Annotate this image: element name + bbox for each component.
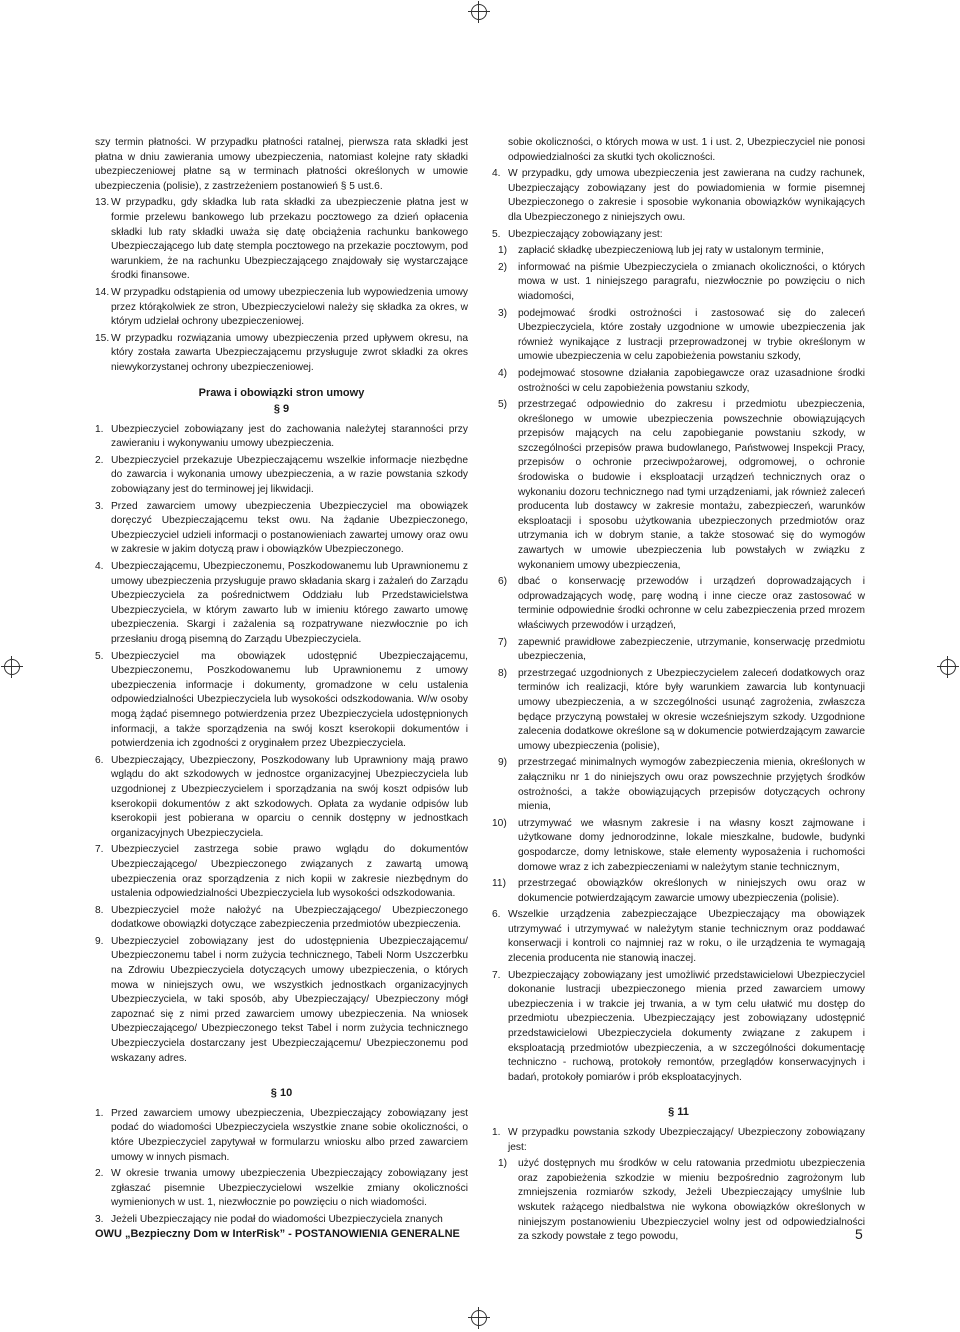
list-item-text: Ubezpieczyciel zobowiązany jest do zachowania należytej staranności przy zawieraniu i wykonywaniu umowy ubezpieczenia. bbox=[111, 423, 468, 450]
registration-mark-bottom bbox=[471, 1310, 487, 1326]
list-item bbox=[492, 969, 865, 1086]
sub-list-item bbox=[492, 636, 865, 665]
left-intro: szy termin płatności. W przypadku płatności ratalnej, pierwsza rata składki jest płatna w dniu zawierania umowy ubezpieczenia, natomiast kolejne raty składki ubezpieczeniowej płatne są w terminach płatności określonych w umowie ubezpieczenia (polisie), z zastrzeżeniem postanowień § 5 ust.6. bbox=[95, 137, 468, 192]
section-heading: Prawa i obowiązki stron umowy bbox=[198, 386, 365, 399]
sub-list-item-text: informować na piśmie Ubezpieczyciela o zmianach okoliczności, o których mowa w ust. 1 niniejszego paragrafu, niezwłocznie po powzięciu o nich wiadomości, bbox=[518, 261, 865, 302]
list-item bbox=[492, 167, 865, 225]
list-item bbox=[95, 1167, 468, 1211]
list-item-text: Przed zawarciem umowy ubezpieczenia, Ubezpieczający zobowiązany jest podać do wiadomości Ubezpieczyciela wszystkie znane sobie okoliczności, o które Ubezpieczyciel zapytywał w formularzu wniosku albo przed zawarciem umowy w innych pismach. bbox=[111, 1107, 468, 1163]
sub-list-item-number: 4) bbox=[498, 367, 508, 379]
list-item-number: 7. bbox=[95, 844, 104, 856]
sub-list-item bbox=[492, 261, 865, 305]
sub-list-item bbox=[492, 367, 865, 396]
list-item-number: 13. bbox=[95, 197, 110, 209]
sub-list-item bbox=[492, 244, 865, 259]
registration-mark-right bbox=[940, 659, 956, 675]
list-item-text: Jeżeli Ubezpieczający nie podał do wiadomości Ubezpieczyciela znanych bbox=[111, 1213, 443, 1225]
list-item-text: W przypadku, gdy składka lub rata składki za ubezpieczenie płatna jest w formie przelewu bankowego lub przekazu pocztowego za dzień opłacenia składki lub raty składki uważa się datę obciążenia rachunku bankowego Ubezpieczającego lub datę stempla pocztowego na przekazie pocztowym, pod warunkiem, że na rachunku Ubezpieczającego znajdowały się wystarczające środki finansowe. bbox=[111, 197, 468, 282]
list-item-text: Ubezpieczyciel ma obowiązek udostępnić Ubezpieczającemu, Ubezpieczonemu, Poszkodowanemu lub Uprawnionemu z umowy ubezpieczenia informacje i dokumenty, gromadzone w celu ustalenia odpowiedzialności Ubezpieczyciela lub wysokości odszkodowania. W/w osoby mogą żądać pisemnego potwierdzenia przez Ubezpieczyciela udostępnionych informacji, a także sporządzenia na swój koszt kserokopii dokumentów i potwierdzenia ich zgodności z oryginałem przez Ubezpieczyciela. bbox=[111, 650, 468, 750]
sub-list-item-number: 3) bbox=[498, 307, 508, 319]
list-item-number: 3. bbox=[95, 1213, 104, 1225]
sub-list-item-text: przestrzegać uzgodnionych z Ubezpieczycielem zaleceń dodatkowych oraz terminów ich realizacji, które były warunkiem zawarcia lub kontynuacji umowy ubezpieczenia, a w szczególności usunąć zagrożenia, zwłaszcza będące przyczyną powstałej w okresie wcześniejszym szkody. Uzgodnione zalecenia dodatkowe określone są w dokumencie potwierdzającym zawarcie umowy ubezpieczenia (polisie), bbox=[518, 667, 865, 752]
list-item bbox=[95, 904, 468, 933]
list-item bbox=[95, 286, 468, 330]
sub-list-item-text: zapłacić składkę ubezpieczeniową lub jej raty w ustalonym terminie, bbox=[518, 245, 824, 257]
list-item-number: 6. bbox=[95, 754, 104, 766]
list-item-text: Ubezpieczający zobowiązany jest umożliwić przedstawicielowi Ubezpieczyciel dokonanie lustracji ubezpieczonego mienia przed zawarciem umowy ubezpieczenia i w trakcie jej trwania, a w tym celu ułatwić mu dostęp do przedmiotu ubezpieczenia. Ubezpieczający jest zobowiązany udostępnić przedstawicielowi Ubezpieczyciela dokumenty związane z zakupem i eksploatacją przedmiotów ubezpieczenia, a w szczególności dokumentację techniczno - ruchową, protokoły remontów, przeglądów konserwacyjnych i badań, protokoły pomiarów i prób eksploatacyjnych. bbox=[508, 969, 865, 1083]
left-column bbox=[95, 136, 468, 1230]
list-item-text: Ubezpieczyciel przekazuje Ubezpieczającemu wszelkie informacje niezbędne do zawarcia i wykonania umowy ubezpieczenia, a w razie powstania szkody zobowiązany jest do terminowej jej likwidacji. bbox=[111, 454, 468, 496]
right-column bbox=[492, 136, 865, 1247]
list-item-text: Ubezpieczającemu, Ubezpieczonemu, Poszkodowanemu lub Uprawnionemu z umowy ubezpieczenia przysługuje prawo składania skarg i zażaleń do Zarządu Ubezpieczyciela za pośrednictwem Oddziału lub Przedstawicielstwa Ubezpieczyciela, w którym zawarto lub w imieniu którego zawarto umowę ubezpieczenia. Skargi i zażalenia są rozpatrywane niezwłocznie po ich przesłaniu drogą pisemną do Zarządu Ubezpieczyciela. bbox=[111, 561, 468, 645]
sub-list-item-text: podejmować środki ostrożności i zastosować się do zaleceń Ubezpieczyciela, które zostały uzgodnione w umowie ubezpieczenia jak również wynikające z lustracji przeprowadzonej w trybie określonym w umowie ubezpieczenia w celu zapobieżenia powstaniu szkody, bbox=[518, 307, 865, 363]
list-item-text: Wszelkie urządzenia zabezpieczające Ubezpieczający ma obowiązek utrzymywać i utrzymywać w należytym stanie technicznym oraz poddawać konserwacji i kontroli co najmniej raz w roku, o ile urządzenia te wymagają zlecenia producenta nie stanowią inaczej. bbox=[508, 909, 865, 965]
sub-list-item bbox=[492, 307, 865, 365]
sub-list-item bbox=[492, 1157, 865, 1245]
list-item-number: 7. bbox=[492, 969, 501, 981]
list-item-text: Ubezpieczyciel może nałożyć na Ubezpieczającego/ Ubezpieczonego dodatkowe obowiązki dotyczące zabezpieczenia przedmiotów ubezpieczenia. bbox=[111, 904, 468, 931]
sub-list-item-text: przestrzegać odpowiednio do zakresu i przedmiotu ubezpieczenia, określonego w umowie ubezpieczenia powszechnie obowiązujących przepisów mających na celu zapobieganie powstaniu szkody, w szczególności przepisów prawa budowlanego, Państwowej Inspekcji Pracy, przepisów o ochronie przeciwpożarowej, odgromowej, o ochronie środowiska o budowie i eksploatacji urządzeń technicznych oraz o wykonaniu dozoru technicznego nad tymi urządzeniami, jak również zaleceń producenta lub dostawcy w zakresie montażu, zabezpieczeń, warunków eksploatacji i sposobu użytkowania ubezpieczonych przedmiotów oraz utrzymania ich w dobrym stanie, a także stosować się do wymogów zawartych w umowie ubezpieczenia lub powstałych w związku z wykonaniem umowy ubezpieczenia, bbox=[518, 399, 865, 571]
list-item-number: 5. bbox=[492, 228, 501, 240]
list-item bbox=[95, 560, 468, 648]
right-intro: sobie okoliczności, o których mowa w ust. 1 i ust. 2, Ubezpieczyciel nie ponosi odpowiedzialności za skutki tych okoliczności. bbox=[508, 137, 865, 163]
registration-mark-left bbox=[4, 659, 20, 675]
list-item-number: 1. bbox=[95, 423, 104, 435]
list-item-text: W przypadku, gdy umowa ubezpieczenia jest zawierana na cudzy rachunek, Ubezpieczający zobowiązany jest do powiadomienia w formie pisemnej Ubezpieczonego o zakresie i sposobie wykonania obowiązków wynikających dla Ubezpieczonego z niniejszych owu. bbox=[508, 168, 865, 223]
list-item bbox=[95, 423, 468, 452]
sub-list-item-text: przestrzegać obowiązków określonych w niniejszych owu oraz w dokumencie potwierdzającym zawarcie umowy ubezpieczenia (polisie). bbox=[518, 878, 865, 904]
sub-list-item-text: dbać o konserwację przewodów i urządzeń doprowadzających i odprowadzających wodę, parę wodną i inne ciecze oraz zastosować w terminie odpowiednie środki ochronne w celu zabezpieczenia przed mrozem właściwych przewodów i urządzeń, bbox=[518, 576, 865, 631]
sub-list-item-text: przestrzegać minimalnych wymogów zabezpieczenia mienia, określonych w załączniku nr 1 do niniejszych owu oraz powszechnie przyjętych środków ostrożności, a także obowiązujących przepisów dotyczących ochrony mienia, bbox=[518, 757, 865, 813]
list-item bbox=[95, 1107, 468, 1165]
list-item bbox=[95, 650, 468, 752]
list-item bbox=[492, 908, 865, 966]
sub-list-item bbox=[492, 575, 865, 633]
list-item bbox=[95, 1213, 468, 1228]
list-item bbox=[492, 228, 865, 243]
sub-list-item-number: 2) bbox=[498, 261, 508, 273]
sub-list-item-number: 1) bbox=[498, 1158, 508, 1170]
sub-list-item bbox=[492, 667, 865, 755]
list-item-number: 3. bbox=[95, 500, 104, 512]
sub-list-item-number: 11) bbox=[492, 878, 506, 890]
sub-list-item-number: 6) bbox=[498, 576, 508, 588]
section-number-9: § 9 bbox=[273, 403, 290, 416]
list-item-text: W przypadku rozwiązania umowy ubezpieczenia przed upływem okresu, na który została zawarta Ubezpieczającemu przysługuje zwrot składki za okres niewykorzystanej ochrony ubezpieczeniowej. bbox=[111, 332, 468, 373]
list-item bbox=[95, 843, 468, 901]
list-item bbox=[95, 935, 468, 1066]
list-item-text: Przed zawarciem umowy ubezpieczenia Ubezpieczyciel ma obowiązek doręczyć Ubezpieczającemu tekst owu. Na żądanie Ubezpieczonego, Ubezpieczyciel udzieli informacji o postanowieniach zawartej umowy oraz owu w zakresie w jakim dotyczą praw i obowiązków Ubezpieczonego. bbox=[111, 500, 468, 556]
list-item-number: 4. bbox=[492, 168, 501, 180]
list-item-number: 15. bbox=[95, 332, 110, 344]
sub-list-item bbox=[492, 877, 865, 906]
sub-list-item-number: 8) bbox=[498, 667, 508, 679]
list-item-number: 1. bbox=[95, 1107, 104, 1119]
list-item-text: Ubezpieczyciel zastrzega sobie prawo wglądu do dokumentów Ubezpieczającego/ Ubezpieczonego związanych z zawartą umową ubezpieczenia oraz sporządzenia z nich kopii w zakresie niezbędnym do ustalenia odpowiedzialności Ubezpieczyciela lub wysokości odszkodowania. bbox=[111, 844, 468, 900]
list-item bbox=[95, 454, 468, 498]
list-item bbox=[492, 1126, 865, 1155]
registration-mark-top bbox=[471, 4, 487, 20]
sub-list-item-number: 7) bbox=[498, 636, 508, 648]
sub-list-item bbox=[492, 756, 865, 814]
sub-list-item-number: 5) bbox=[498, 399, 508, 411]
list-item-number: 5. bbox=[95, 650, 104, 662]
sub-list-item-number: 10) bbox=[492, 817, 507, 829]
footer-title: OWU „Bezpieczny Dom w InterRisk” - POSTANOWIENIA GENERALNE bbox=[95, 1228, 460, 1240]
sub-list-item-number: 1) bbox=[498, 245, 508, 257]
sub-list-item bbox=[492, 817, 865, 875]
list-item-text: W okresie trwania umowy ubezpieczenia Ubezpieczający zobowiązany jest zgłaszać pisemnie Ubezpieczycielowi wszelkie zmiany okoliczności wymienionych w ust. 1, niezwłocznie po powzięciu o nich wiadomości. bbox=[111, 1168, 468, 1209]
sub-list-item bbox=[492, 398, 865, 573]
list-item bbox=[95, 500, 468, 558]
list-item-number: 2. bbox=[95, 454, 104, 466]
list-item-text: Ubezpieczający, Ubezpieczony, Poszkodowany lub Uprawniony mają prawo wglądu do akt szkodowych w jednostce organizacyjnej Ubezpieczyciela lub uzgodnionej z Ubezpieczycielem i sporządzania na swój koszt odpisów lub kserokopii dokumentów z akt szkodowych. Opłata za wydanie odpisów lub kserokopii jest pobierana w oparciu o cennik dostępny w jednostkach organizacyjnych Ubezpieczyciela. bbox=[111, 754, 468, 839]
list-item-number: 6. bbox=[492, 909, 501, 921]
list-item-text: Ubezpieczający zobowiązany jest: bbox=[508, 228, 663, 240]
list-item bbox=[95, 754, 468, 842]
list-item-number: 9. bbox=[95, 935, 104, 947]
section-number-10: § 10 bbox=[270, 1087, 293, 1100]
list-item-text: Ubezpieczyciel zobowiązany jest do udostępnienia Ubezpieczającemu/ Ubezpieczonemu tabel i norm zużycia technicznego, Tabeli Norm Uszczerbku na Zdrowiu Ubezpieczyciela dotyczących umowy ubezpieczenia, o których mowa w niniejszych owu, we wszystkich jednostkach organizacyjnych Ubezpieczyciela, w taki sposób, aby Ubezpieczający/ Ubezpieczony mógł zapoznać się z nimi przed zawarciem umowy ubezpieczenia. Na wniosek Ubezpieczającego/ Ubezpieczonego tekst Tabel i norm zużycia technicznego Ubezpieczyciela dostarczany jest Ubezpieczającemu/ Ubezpieczonemu pod wskazany adres. bbox=[111, 935, 468, 1064]
page-number: 5 bbox=[855, 1226, 863, 1242]
sub-list-item-text: zapewnić prawidłowe zabezpieczenie, utrzymanie, konserwację przedmiotu ubezpieczenia, bbox=[518, 636, 865, 663]
list-item-number: 2. bbox=[95, 1168, 104, 1180]
list-item-number: 14. bbox=[95, 286, 110, 298]
list-item-number: 4. bbox=[95, 561, 104, 573]
list-item-text: W przypadku powstania szkody Ubezpieczający/ Ubezpieczony zobowiązany jest: bbox=[508, 1127, 865, 1153]
sub-list-item-text: utrzymywać we własnym zakresie i na własny koszt zajmowane i użytkowane domy jednorodzinne, lokale mieszkalne, budowle, budynki gospodarcze, domy letniskowe, stałe elementy wyposażenia i ruchomości domowe wraz z ich zabezpieczeniami w należytym stanie technicznym, bbox=[518, 817, 865, 873]
list-item-number: 8. bbox=[95, 904, 104, 916]
list-item bbox=[95, 332, 468, 376]
sub-list-item-text: podejmować stosowne działania zapobiegawcze oraz uzasadnione środki ostrożności w celu zapobieżenia powstaniu szkody, bbox=[518, 367, 865, 394]
section-number-11: § 11 bbox=[668, 1106, 689, 1119]
list-item-text: W przypadku odstąpienia od umowy ubezpieczenia lub wypowiedzenia umowy przez którąkolwiek ze stron, Ubezpieczycielowi należy się składka za okres, w którym udzielał ochrony ubezpieczeniowej. bbox=[111, 286, 468, 328]
sub-list-item-number: 9) bbox=[498, 757, 508, 769]
list-item bbox=[95, 196, 468, 284]
list-item-number: 1. bbox=[492, 1127, 501, 1138]
sub-list-item-text: użyć dostępnych mu środków w celu ratowania przedmiotu ubezpieczenia oraz zapobieżenia szkodzie w mieniu bezpośrednio zagrożonym lub zmniejszenia rozmiarów szkody, Jeżeli Ubezpieczający umyślnie lub wskutek rażącego niedbalstwa nie wykona obowiązków określonych w niniejszym postanowieniu Ubezpieczyciel wolny jest od odpowiedzialności za szkody powstałe z tego powodu, bbox=[518, 1158, 865, 1243]
